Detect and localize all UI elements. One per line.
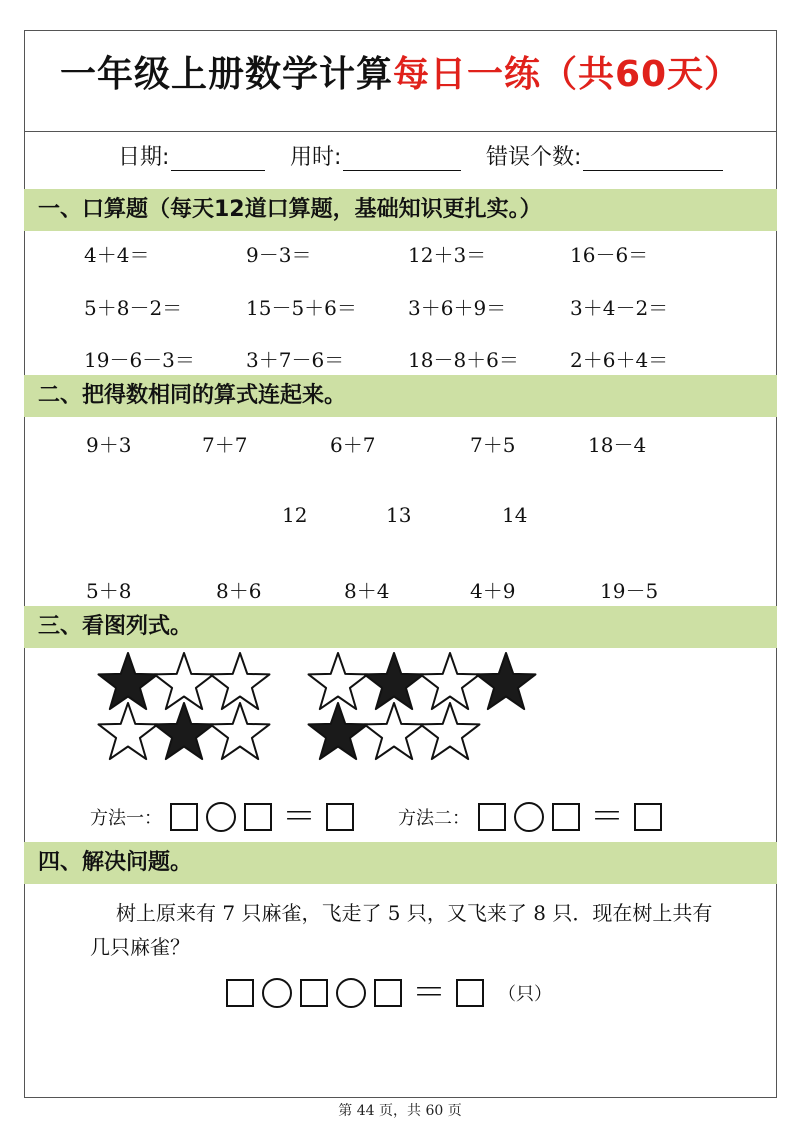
- match-number[interactable]: 12: [282, 503, 308, 527]
- filled-star-icon: [99, 653, 158, 709]
- answer-box[interactable]: [244, 803, 272, 831]
- match-expression-bottom[interactable]: 8＋6: [216, 579, 262, 603]
- answer-equation-row: [222, 973, 552, 1013]
- time-field: [290, 140, 461, 171]
- answer-box[interactable]: [478, 803, 506, 831]
- word-problem: [90, 896, 730, 964]
- page-footer: 第 44 页，共 60 页: [338, 1103, 462, 1119]
- answer-box[interactable]: [170, 803, 198, 831]
- date-input-line[interactable]: [171, 144, 265, 171]
- section-3-heading: 三、看图列式。: [24, 606, 777, 648]
- result-box[interactable]: [456, 979, 484, 1007]
- operator-circle[interactable]: [262, 978, 292, 1008]
- math-problem: 3＋6＋9＝: [408, 296, 507, 320]
- errors-label: 错误个数:: [486, 145, 582, 170]
- errors-field: [486, 140, 723, 171]
- unit-label: （只）: [498, 984, 552, 1005]
- operator-circle[interactable]: [514, 802, 544, 832]
- filled-star-icon: [309, 703, 368, 759]
- math-problem: 2＋6＋4＝: [570, 348, 669, 372]
- match-expression-top[interactable]: 18－4: [588, 433, 647, 457]
- math-problem: 12＋3＝: [408, 243, 487, 267]
- match-expression-bottom[interactable]: 4＋9: [470, 579, 516, 603]
- match-expression-bottom[interactable]: 19－5: [600, 579, 659, 603]
- math-problem: 3＋4－2＝: [570, 296, 669, 320]
- match-expression-top[interactable]: 7＋7: [202, 433, 248, 457]
- time-input-line[interactable]: [343, 144, 461, 171]
- word-problem-text: 树上原来有 7 只麻雀，飞走了 5 只，又飞来了 8 只．现在树上共有几只麻雀？: [90, 901, 713, 959]
- outline-star-icon: [309, 653, 368, 709]
- math-problem: 16－6＝: [570, 243, 649, 267]
- equals-sign: ＝: [282, 797, 316, 837]
- outline-star-icon: [421, 653, 480, 709]
- title-highlight: 每日一练（共60天）: [392, 54, 742, 95]
- match-number[interactable]: 14: [502, 503, 528, 527]
- answer-box[interactable]: [226, 979, 254, 1007]
- outline-star-icon: [211, 703, 270, 759]
- section-1-heading: 一、口算题（每天12道口算题，基础知识更扎实。）: [24, 189, 777, 231]
- math-problem: 4＋4＝: [84, 243, 150, 267]
- result-box[interactable]: [326, 803, 354, 831]
- outline-star-icon: [211, 653, 270, 709]
- stars-picture: [0, 648, 800, 768]
- filled-star-icon: [155, 703, 214, 759]
- date-field: [118, 140, 265, 171]
- outline-star-icon: [365, 703, 424, 759]
- answer-box[interactable]: [374, 979, 402, 1007]
- math-problem: 15－5＋6＝: [246, 296, 357, 320]
- method-2-row: [398, 797, 666, 837]
- method-1-label: 方法一：: [90, 808, 162, 829]
- errors-input-line[interactable]: [583, 144, 723, 171]
- method-2-label: 方法二：: [398, 808, 470, 829]
- result-box[interactable]: [634, 803, 662, 831]
- operator-circle[interactable]: [336, 978, 366, 1008]
- outline-star-icon: [421, 703, 480, 759]
- outline-star-icon: [155, 653, 214, 709]
- equals-sign: ＝: [590, 797, 624, 837]
- page-title: [24, 46, 777, 97]
- section-4-heading: 四、解决问题。: [24, 842, 777, 884]
- match-expression-top[interactable]: 9＋3: [86, 433, 132, 457]
- outline-star-icon: [99, 703, 158, 759]
- match-number[interactable]: 13: [386, 503, 412, 527]
- answer-box[interactable]: [552, 803, 580, 831]
- match-expression-bottom[interactable]: 8＋4: [344, 579, 390, 603]
- math-problem: 3＋7－6＝: [246, 348, 345, 372]
- operator-circle[interactable]: [206, 802, 236, 832]
- match-expression-bottom[interactable]: 5＋8: [86, 579, 132, 603]
- section-2-heading: 二、把得数相同的算式连起来。: [24, 375, 777, 417]
- title-divider: [24, 131, 777, 132]
- time-label: 用时:: [290, 145, 342, 170]
- match-expression-top[interactable]: 7＋5: [470, 433, 516, 457]
- date-label: 日期:: [118, 145, 170, 170]
- math-problem: 19－6－3＝: [84, 348, 195, 372]
- answer-box[interactable]: [300, 979, 328, 1007]
- math-problem: 5＋8－2＝: [84, 296, 183, 320]
- method-1-row: [90, 797, 358, 837]
- math-problem: 18－8＋6＝: [408, 348, 519, 372]
- filled-star-icon: [365, 653, 424, 709]
- title-main: 一年级上册数学计算: [59, 54, 393, 95]
- equals-sign: ＝: [412, 973, 446, 1013]
- math-problem: 9－3＝: [246, 243, 312, 267]
- filled-star-icon: [477, 653, 536, 709]
- match-expression-top[interactable]: 6＋7: [330, 433, 376, 457]
- info-row: [24, 140, 777, 180]
